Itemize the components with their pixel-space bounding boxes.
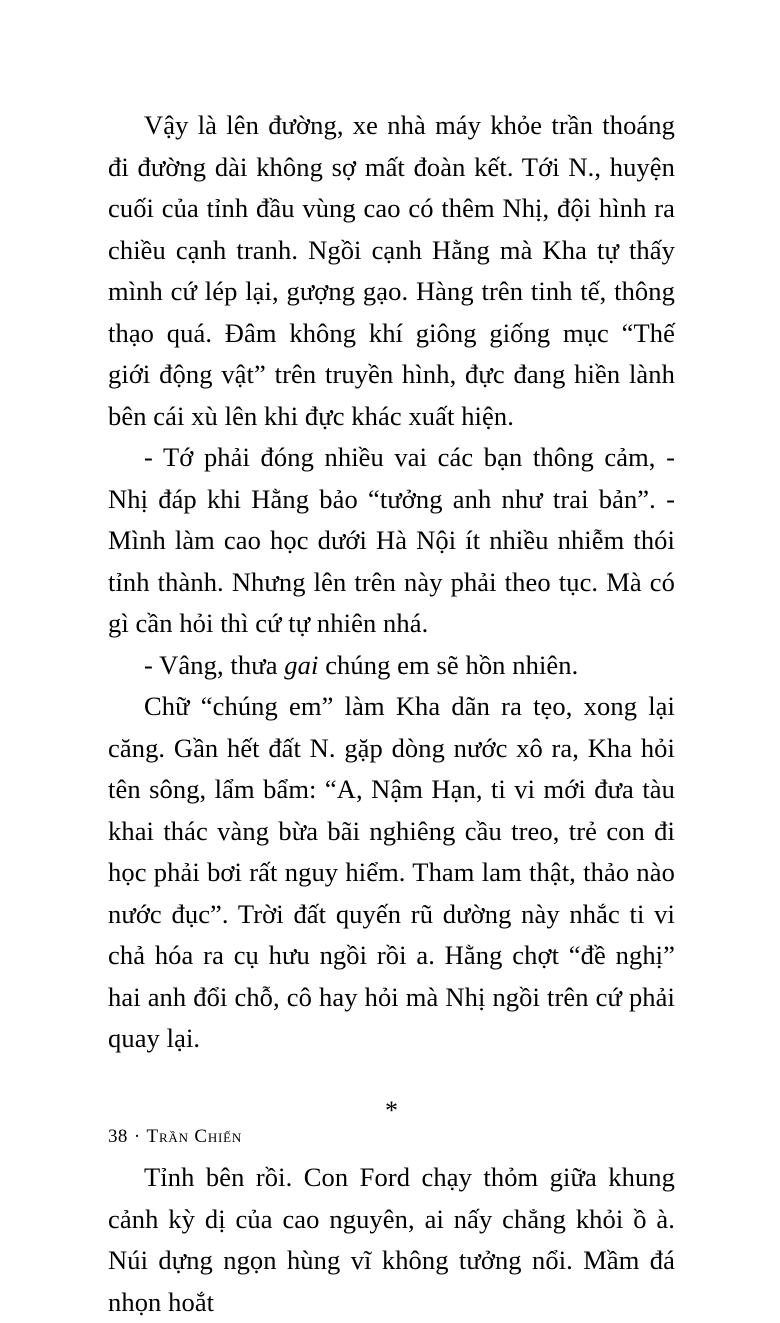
dialogue-italic-word: gai xyxy=(284,649,319,680)
dialogue-before: - Vâng, thưa xyxy=(144,649,285,680)
paragraph-1: Vậy là lên đường, xe nhà máy khỏe trần thoáng đi đường dài không sợ mất đoàn kết. Tới N., huyện cuối của tỉnh đầu vùng cao có thêm Nhị, đội hình ra chiều cạnh tranh. Ngồi cạnh Hằng mà Kha tự thấy mình cứ lép lại, gượng gạo. Hàng trên tinh tế, thông thạo quá. Đâm không khí giông giống mục “Thế giới động vật” trên truyền hình, đực đang hiền lành bên cái xù lên khi đực khác xuất hiện. xyxy=(108,110,675,431)
page-number: 38 xyxy=(108,1126,128,1147)
dialogue-after: chúng em sẽ hồn nhiên. xyxy=(318,649,579,680)
page-footer xyxy=(108,1126,242,1148)
paragraph-3-dialogue xyxy=(108,645,675,687)
footer-separator-dot: · xyxy=(133,1126,141,1147)
author-name: Trần Chiến xyxy=(146,1126,243,1147)
paragraph-5: Tỉnh bên rồi. Con Ford chạy thỏm giữa khung cảnh kỳ dị của cao nguyên, ai nấy chẳng khỏi ồ à. Núi dựng ngọn hùng vĩ không tưởng nổi. Mầm đá nhọn hoắt xyxy=(108,1162,675,1317)
paragraph-2: - Tớ phải đóng nhiều vai các bạn thông cảm, - Nhị đáp khi Hằng bảo “tưởng anh như trai bản”. - Mình làm cao học dưới Hà Nội ít nhiều nhiễm thói tỉnh thành. Nhưng lên trên này phải theo tục. Mà có gì cần hỏi thì cứ tự nhiên nhá. xyxy=(108,442,675,638)
paragraph-4: Chữ “chúng em” làm Kha dãn ra tẹo, xong lại căng. Gần hết đất N. gặp dòng nước xô ra, Kha hỏi tên sông, lẩm bẩm: “A, Nậm Hạn, ti vi mới đưa tàu khai thác vàng bừa bãi nghiêng cầu treo, trẻ con đi học phải bơi rất nguy hiểm. Tham lam thật, thảo nào nước đục”. Trời đất quyến rũ dường này nhắc ti vi chả hóa ra cụ hưu ngồi rồi a. Hằng chợt “đề nghị” hai anh đổi chỗ, cô hay hỏi mà Nhị ngồi trên cứ phải quay lại. xyxy=(108,691,675,1053)
section-break: * xyxy=(385,1095,398,1125)
